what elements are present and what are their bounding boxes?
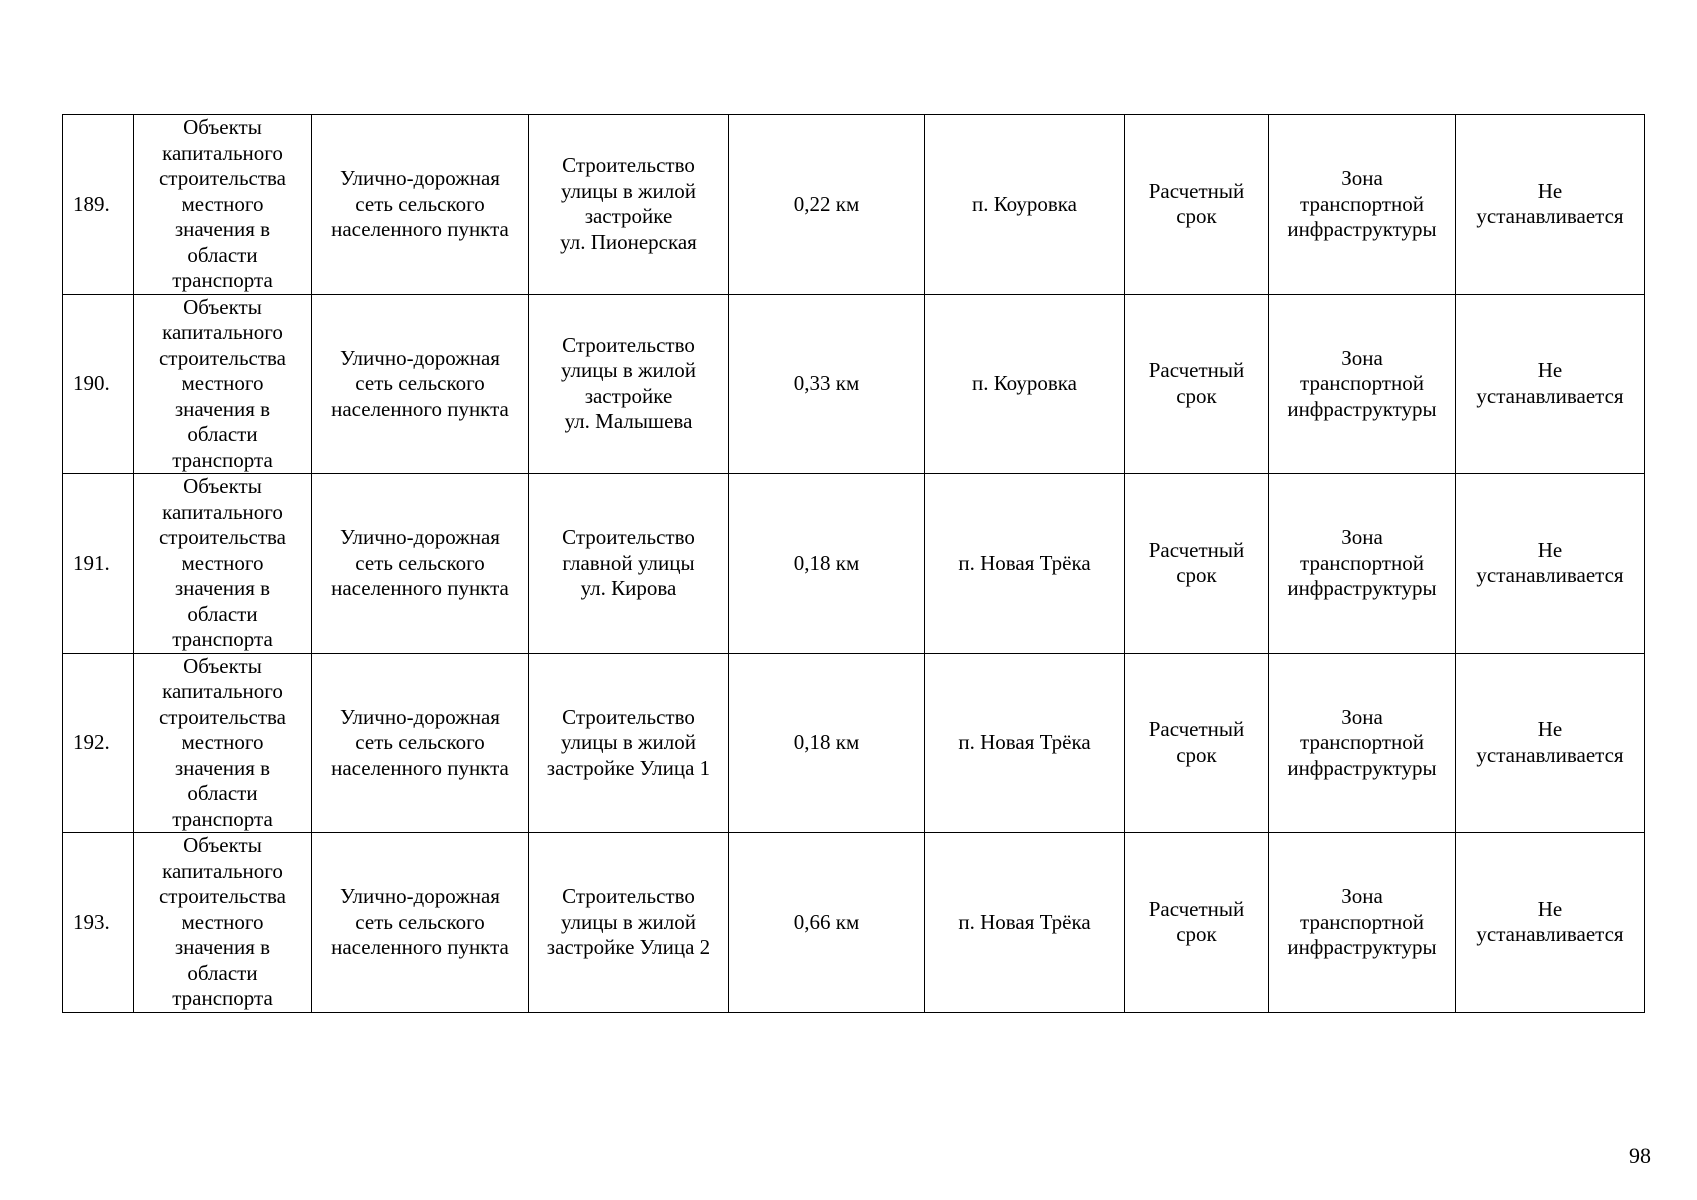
object-location: п. Новая Трёка	[925, 653, 1125, 833]
functional-zone: Зона транспортной инфраструктуры	[1269, 653, 1456, 833]
functional-zone: Зона транспортной инфраструктуры	[1269, 474, 1456, 654]
object-location: п. Коуровка	[925, 115, 1125, 295]
object-description: Строительство улицы в жилой застройке ул. Пионерская	[529, 115, 729, 295]
row-number: 189.	[63, 115, 134, 295]
object-description: Строительство улицы в жилой застройке ул. Малышева	[529, 294, 729, 474]
object-category: Объекты капитального строительства местного значения в области транспорта	[134, 653, 312, 833]
table-row	[63, 294, 1645, 474]
object-location: п. Новая Трёка	[925, 474, 1125, 654]
table-row	[63, 653, 1645, 833]
object-description: Строительство главной улицы ул. Кирова	[529, 474, 729, 654]
object-type: Улично-дорожная сеть сельского населенного пункта	[312, 653, 529, 833]
object-type: Улично-дорожная сеть сельского населенного пункта	[312, 115, 529, 295]
object-description: Строительство улицы в жилой застройке Улица 1	[529, 653, 729, 833]
zone-restriction: Не устанавливается	[1456, 294, 1645, 474]
functional-zone: Зона транспортной инфраструктуры	[1269, 833, 1456, 1013]
implementation-term: Расчетный срок	[1125, 115, 1269, 295]
implementation-term: Расчетный срок	[1125, 653, 1269, 833]
object-length: 0,33 км	[729, 294, 925, 474]
implementation-term: Расчетный срок	[1125, 474, 1269, 654]
page-number: 98	[1629, 1143, 1651, 1168]
objects-table	[62, 114, 1645, 1013]
object-category: Объекты капитального строительства местного значения в области транспорта	[134, 833, 312, 1013]
implementation-term: Расчетный срок	[1125, 294, 1269, 474]
table-row	[63, 474, 1645, 654]
object-length: 0,66 км	[729, 833, 925, 1013]
row-number: 190.	[63, 294, 134, 474]
zone-restriction: Не устанавливается	[1456, 474, 1645, 654]
object-length: 0,18 км	[729, 474, 925, 654]
object-location: п. Новая Трёка	[925, 833, 1125, 1013]
object-type: Улично-дорожная сеть сельского населенного пункта	[312, 833, 529, 1013]
object-type: Улично-дорожная сеть сельского населенного пункта	[312, 294, 529, 474]
object-category: Объекты капитального строительства местного значения в области транспорта	[134, 115, 312, 295]
implementation-term: Расчетный срок	[1125, 833, 1269, 1013]
zone-restriction: Не устанавливается	[1456, 115, 1645, 295]
row-number: 191.	[63, 474, 134, 654]
object-location: п. Коуровка	[925, 294, 1125, 474]
object-length: 0,22 км	[729, 115, 925, 295]
functional-zone: Зона транспортной инфраструктуры	[1269, 115, 1456, 295]
zone-restriction: Не устанавливается	[1456, 653, 1645, 833]
table-row	[63, 115, 1645, 295]
row-number: 192.	[63, 653, 134, 833]
object-length: 0,18 км	[729, 653, 925, 833]
object-category: Объекты капитального строительства местного значения в области транспорта	[134, 294, 312, 474]
object-category: Объекты капитального строительства местного значения в области транспорта	[134, 474, 312, 654]
row-number: 193.	[63, 833, 134, 1013]
object-type: Улично-дорожная сеть сельского населенного пункта	[312, 474, 529, 654]
table-row	[63, 833, 1645, 1013]
functional-zone: Зона транспортной инфраструктуры	[1269, 294, 1456, 474]
zone-restriction: Не устанавливается	[1456, 833, 1645, 1013]
object-description: Строительство улицы в жилой застройке Улица 2	[529, 833, 729, 1013]
